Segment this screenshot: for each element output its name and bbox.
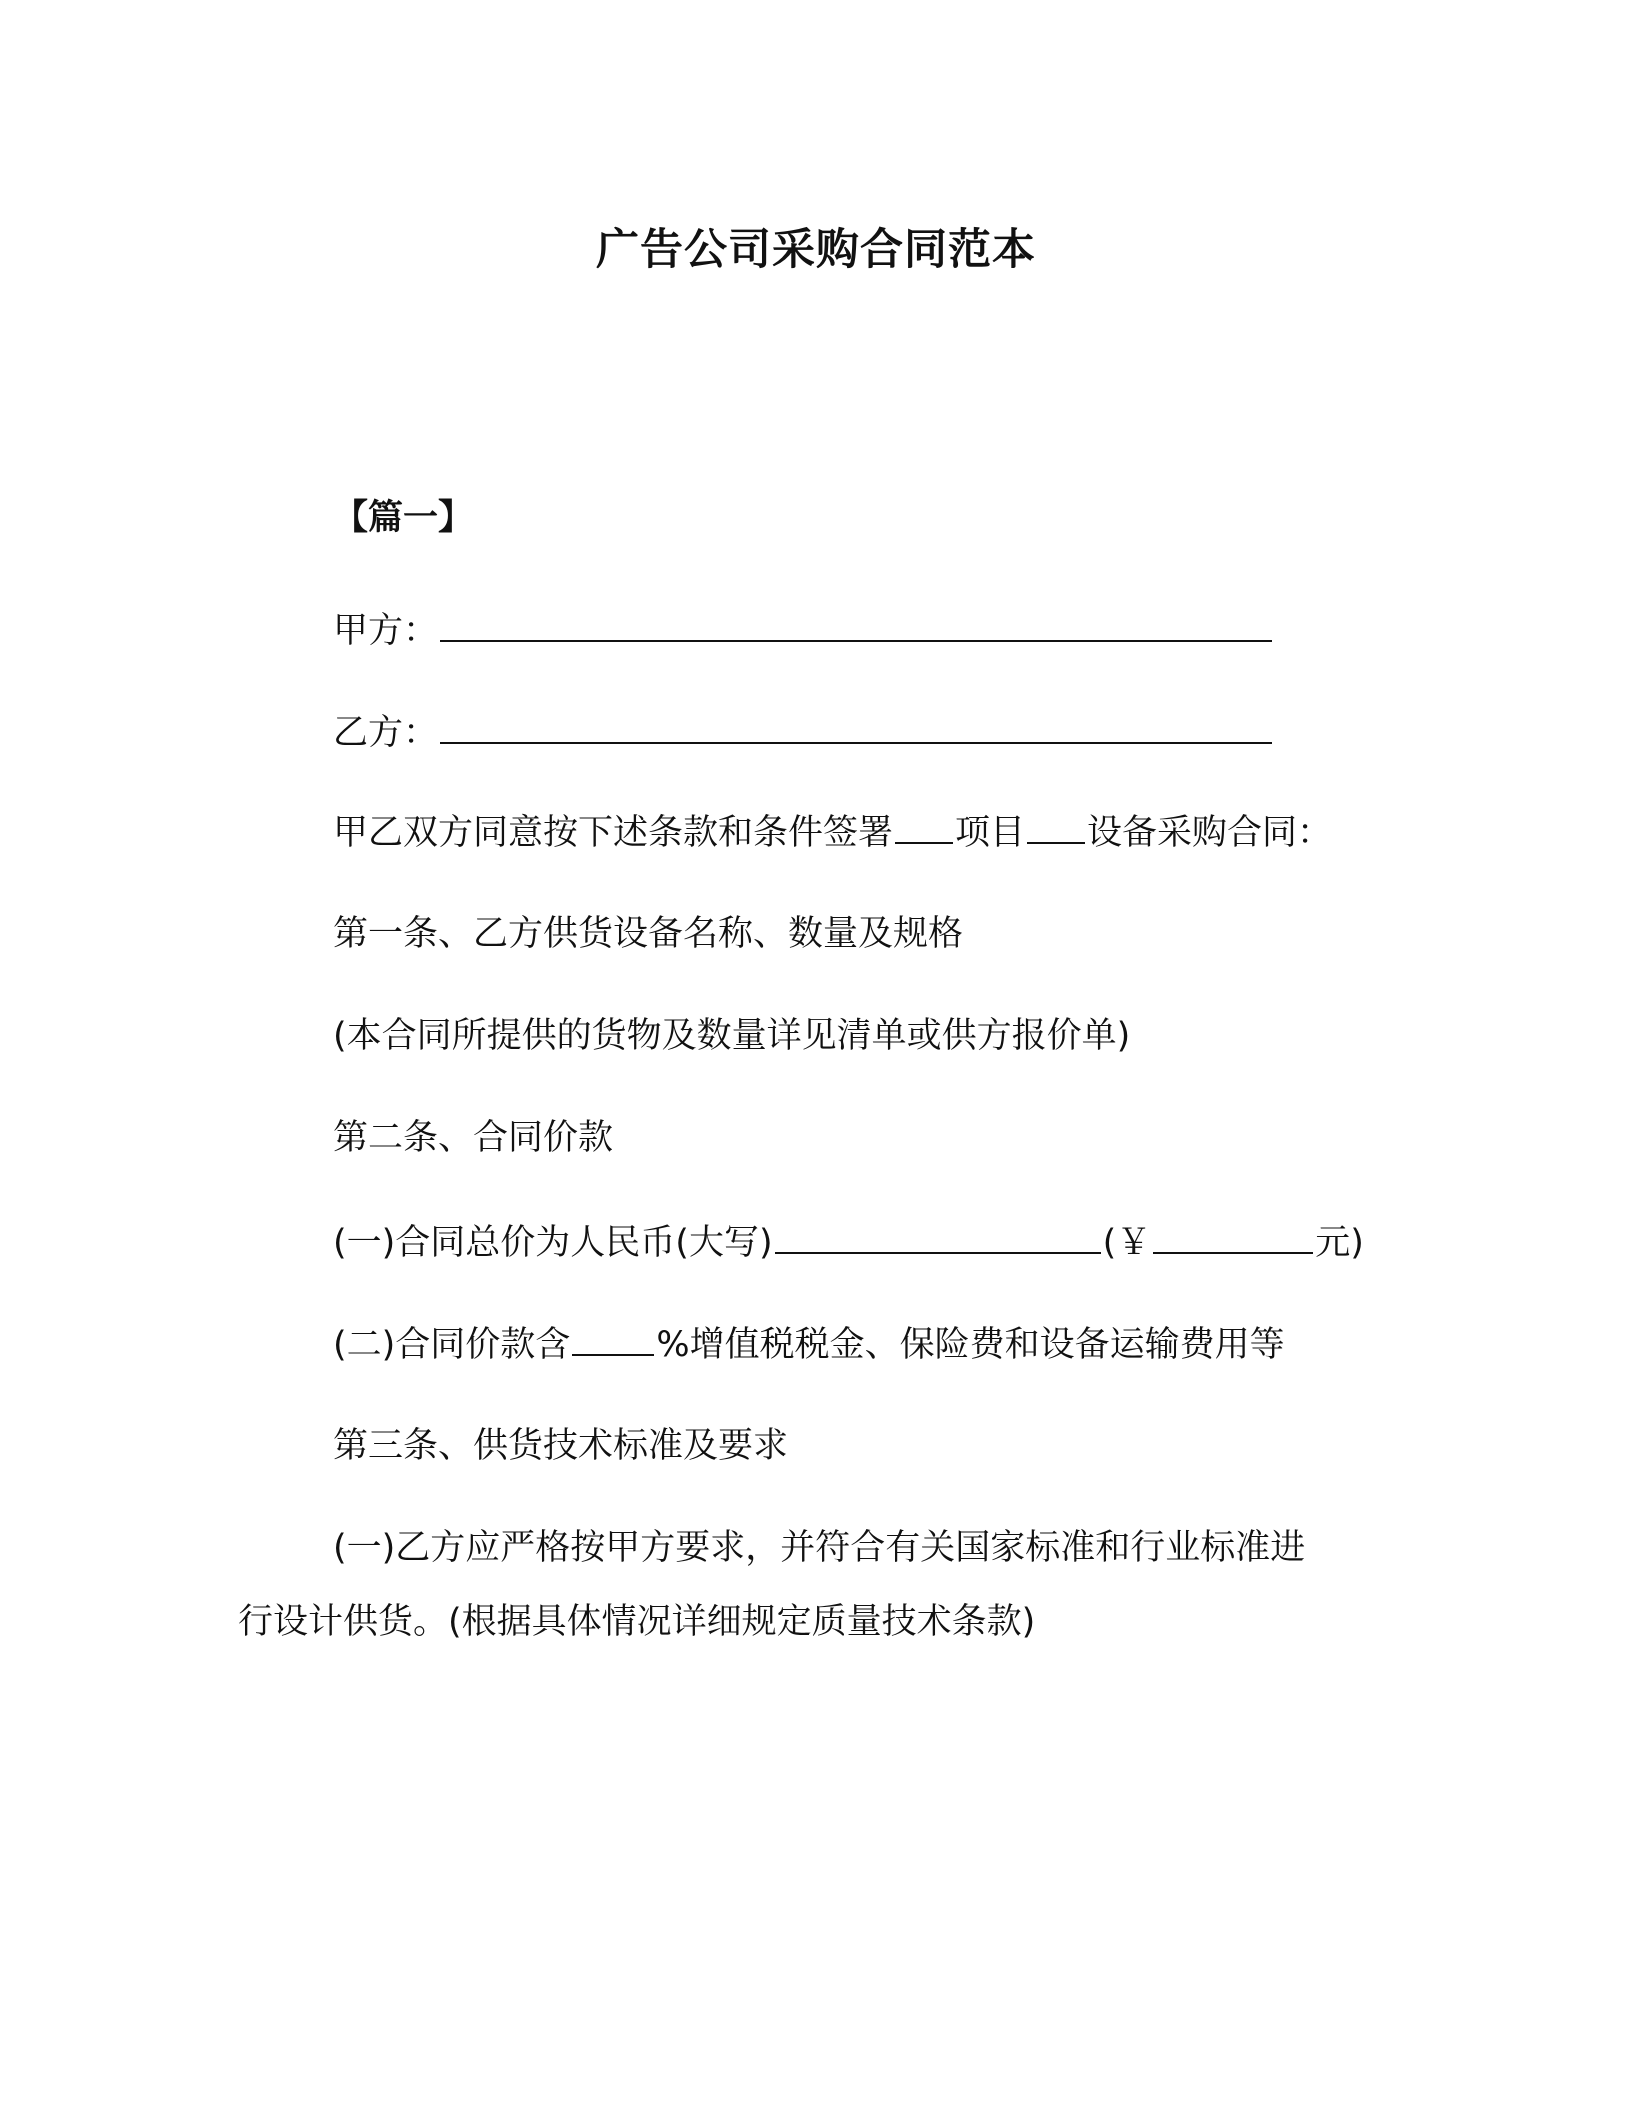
agreement-text-3: 设备采购合同：	[1087, 813, 1333, 853]
article2-item1	[333, 1218, 1364, 1267]
tax-rate-blank	[572, 1320, 654, 1356]
article1-title: 第一条、乙方供货设备名称、数量及规格	[333, 914, 964, 954]
agreement-text-1: 甲乙双方同意按下述条款和条件签署	[333, 813, 894, 853]
tax-text-2: %增值税税金、保险费和设备运输费用等	[656, 1325, 1285, 1365]
project-blank	[895, 808, 953, 844]
equipment-blank	[1027, 808, 1085, 844]
article2-item2	[333, 1320, 1285, 1369]
price-text-3: 元)	[1315, 1223, 1364, 1263]
party-a-blank	[440, 606, 1272, 642]
party-a-line	[333, 606, 1274, 655]
price-text-2: (￥	[1102, 1223, 1152, 1263]
tax-text-1: (二)合同价款含	[333, 1325, 571, 1365]
price-words-blank	[775, 1218, 1101, 1254]
agreement-line	[333, 808, 1332, 857]
section-heading: 【篇一】	[333, 498, 474, 538]
article1-note: (本合同所提供的货物及数量详见清单或供方报价单)	[333, 1016, 1131, 1056]
price-number-blank	[1153, 1218, 1313, 1254]
party-a-label: 甲方：	[333, 611, 439, 651]
article3-item1-line1: (一)乙方应严格按甲方要求，并符合有关国家标准和行业标准进	[333, 1528, 1306, 1568]
price-text-1: (一)合同总价为人民币(大写)	[333, 1223, 773, 1263]
article3-title: 第三条、供货技术标准及要求	[333, 1426, 789, 1466]
document-title: 广告公司采购合同范本	[596, 225, 1036, 275]
party-b-blank	[440, 708, 1272, 744]
article2-title: 第二条、合同价款	[333, 1118, 614, 1158]
article3-item1-line2: 行设计供货。(根据具体情况详细规定质量技术条款)	[238, 1602, 1036, 1642]
party-b-label: 乙方：	[333, 713, 439, 753]
party-b-line	[333, 708, 1274, 757]
agreement-text-2: 项目	[955, 813, 1026, 853]
